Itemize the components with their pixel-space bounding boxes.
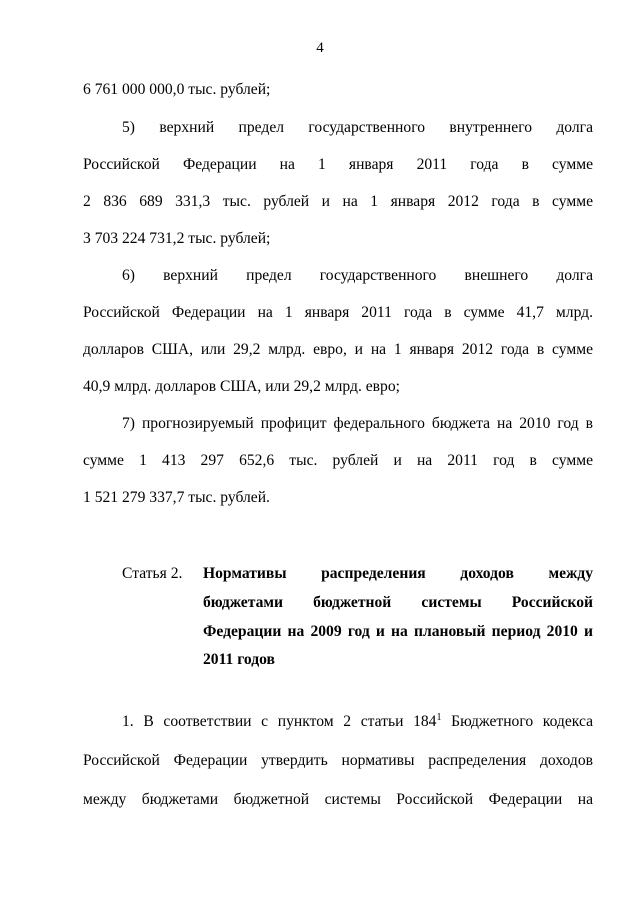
text-line: Российской Федерации на 1 января 2011 года в сумме: [83, 156, 593, 173]
text-line: долларов США, или 29,2 млрд. евро, и на 1 января 2012 года в сумме: [83, 341, 593, 358]
paragraph-line: между бюджетами бюджетной системы Российской Федерации на: [83, 791, 593, 808]
superscript: 1: [436, 712, 442, 723]
article-label: Статья 2.: [122, 565, 183, 582]
article-title-line: 2011 годов: [203, 651, 275, 668]
text-line: 6 761 000 000,0 тыс. рублей;: [83, 81, 271, 98]
text-line: Российской Федерации на 1 января 2011 года в сумме 41,7 млрд.: [83, 304, 593, 321]
article-title-line: Федерации на 2009 год и на плановый период 2010 и: [203, 623, 593, 640]
article-title-line: Нормативы распределения доходов между: [203, 565, 593, 582]
text-line: 5) верхний предел государственного внутреннего долга: [122, 119, 593, 136]
paragraph-text: Бюджетного кодекса: [441, 713, 594, 730]
article-title-line: бюджетами бюджетной системы Российской: [203, 594, 593, 611]
paragraph-text: 1. В соответствии с пунктом 2 статьи 184: [122, 713, 437, 730]
text-line: 7) прогнозируемый профицит федерального бюджета на 2010 год в: [122, 415, 593, 432]
paragraph-line: Российской Федерации утвердить нормативы распределения доходов: [83, 752, 593, 769]
text-line: 3 703 224 731,2 тыс. рублей;: [83, 230, 271, 247]
page-number: 4: [316, 40, 324, 56]
paragraph-line: [122, 712, 593, 732]
text-line: 1 521 279 337,7 тыс. рублей.: [83, 489, 270, 506]
text-line: сумме 1 413 297 652,6 тыс. рублей и на 2011 год в сумме: [83, 452, 593, 469]
text-line: 2 836 689 331,3 тыс. рублей и на 1 января 2012 года в сумме: [83, 193, 593, 210]
text-line: 6) верхний предел государственного внешнего долга: [122, 267, 593, 284]
text-line: 40,9 млрд. долларов США, или 29,2 млрд. евро;: [83, 378, 400, 395]
